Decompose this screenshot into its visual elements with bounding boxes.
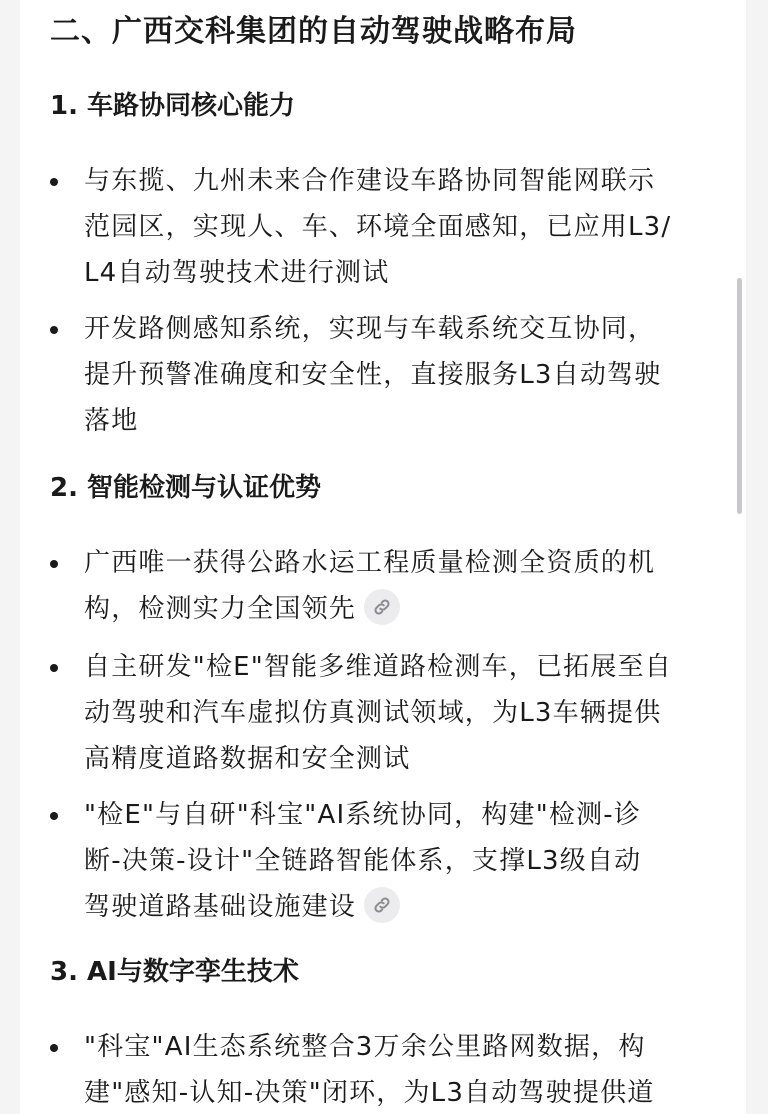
link-icon [372, 597, 392, 617]
list-item-line: 动驾驶和汽车虚拟仿真测试领域，为L3车辆提供 [84, 698, 662, 728]
list-item-line: L4自动驾驶技术进行测试 [84, 258, 390, 288]
source-link-button[interactable] [364, 887, 400, 923]
list-item [50, 792, 740, 930]
list-item-line: 广西唯一获得公路水运工程质量检测全资质的机 [84, 548, 656, 578]
list-item-line: "检E"与自研"科宝"AI系统协同，构建"检测-诊 [84, 800, 642, 830]
list-item-line: 构，检测实力全国领先 [84, 594, 357, 624]
list-item [50, 158, 740, 296]
list-item-line: 与东揽、九州未来合作建设车路协同智能网联示 [84, 166, 656, 196]
bullet-dot [50, 812, 58, 820]
list-item-line-with-link [84, 884, 740, 930]
article-page [20, 0, 746, 1114]
subsection-title-2: 2. 智能检测与认证优势 [50, 473, 322, 503]
list-item-line: 建"感知-认知-决策"闭环，为L3自动驾驶提供道 [84, 1078, 655, 1108]
bullet-list-1 [50, 158, 740, 444]
source-link-button[interactable] [364, 589, 400, 625]
list-item-line: 驾驶道路基础设施建设 [84, 892, 357, 922]
bullet-dot [50, 326, 58, 334]
link-icon [372, 895, 392, 915]
list-item-line: 范园区，实现人、车、环境全面感知，已应用L3/ [84, 212, 672, 242]
bullet-dot [50, 664, 58, 672]
section-title: 二、广西交科集团的自动驾驶战略布局 [50, 14, 577, 49]
list-item [50, 540, 740, 632]
list-item-line: 提升预警准确度和安全性，直接服务L3自动驾驶 [84, 360, 662, 390]
subsection-title-1: 1. 车路协同核心能力 [50, 91, 296, 121]
list-item-line: 开发路侧感知系统，实现与车载系统交互协同， [84, 314, 656, 344]
bullet-dot [50, 1044, 58, 1052]
list-item-line: "科宝"AI生态系统整合3万余公里路网数据，构 [84, 1032, 646, 1062]
scrollbar-thumb[interactable] [737, 278, 742, 514]
list-item-line-with-link [84, 586, 740, 632]
list-item-line: 落地 [84, 406, 139, 436]
list-item-line: 高精度道路数据和安全测试 [84, 744, 411, 774]
bullet-dot [50, 560, 58, 568]
bullet-list-3 [50, 1024, 740, 1114]
list-item-line: 自主研发"检E"智能多维道路检测车，已拓展至自 [84, 652, 672, 682]
subsection-title-3: 3. AI与数字孪生技术 [50, 957, 299, 987]
bullet-dot [50, 178, 58, 186]
bullet-list-2 [50, 540, 740, 930]
list-item-line: 断-决策-设计"全链路智能体系，支撑L3级自动 [84, 846, 642, 876]
list-item [50, 1024, 740, 1114]
list-item [50, 644, 740, 782]
list-item [50, 306, 740, 444]
